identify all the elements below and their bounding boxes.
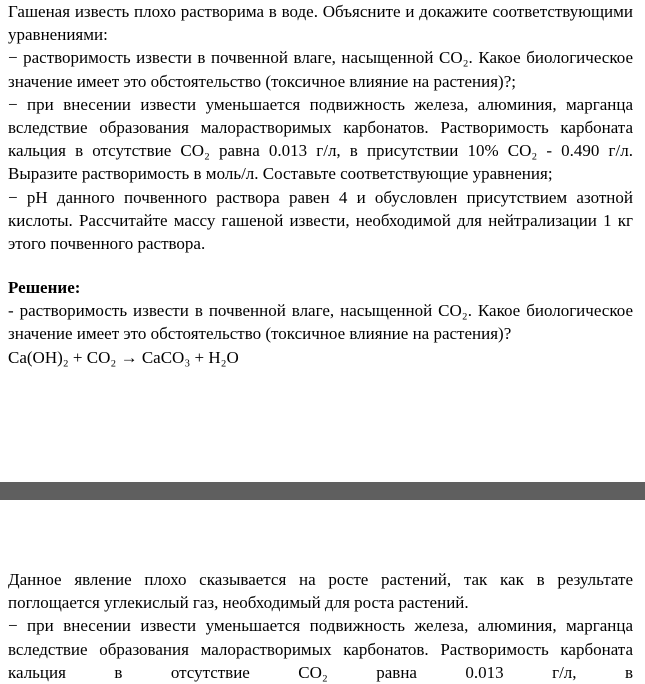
task-text — [8, 0, 633, 369]
explanation-text: Данное явление плохо сказывается на росте растений, так как в результате поглощается углекислый газ, необходимый для роста растений. — [8, 570, 633, 613]
document-page-2 — [0, 500, 645, 681]
task-item-solubility: − растворимость извести в почвенной влаге, насыщенной CO₂. Какое биологическое значение имеет это обстоятельство (токсичное влияние на растения)?; — [8, 48, 633, 91]
task-item-carbonates: − при внесении извести уменьшается подвижность железа, алюминия, марганца вследствие образования малорастворимых карбонатов. Растворимость карбоната кальция в отсутствие CO₂ равна 0.013 г/л, в присутствии 10% CO₂ - 0.490 г/л. Выразите растворимость в моль/л. Составьте соответствующие уравнения; — [8, 94, 633, 184]
page-separator — [0, 482, 645, 500]
reaction-equation: Ca(OH)₂ + CO₂ → CaCO₃ + H₂O — [8, 347, 239, 367]
task-item-carbonates-repeat: − при внесении извести уменьшается подвижность железа, алюминия, марганца вследствие образования малорастворимых карбонатов. Растворимость карбоната кальция в отсутствие CO₂ равна 0.013 г/л, в — [8, 616, 633, 682]
paragraph-gap — [8, 255, 633, 276]
solution-text: - растворимость извести в почвенной влаге, насыщенной CO₂. Какое биологическое значение имеет это обстоятельство (токсичное влияние на растения)? — [8, 301, 633, 344]
solution-heading: Решение: — [8, 278, 81, 298]
page2-text — [8, 568, 633, 684]
task-intro: Гашеная известь плохо растворима в воде. Объясните и докажите соответствующими уравнениями: — [8, 2, 633, 45]
task-item-ph: − pH данного почвенного раствора равен 4 и обусловлен присутствием азотной кислоты. Рассчитайте массу гашеной извести, необходимой для нейтрализации 1 кг этого почвенного раствора. — [8, 187, 633, 254]
